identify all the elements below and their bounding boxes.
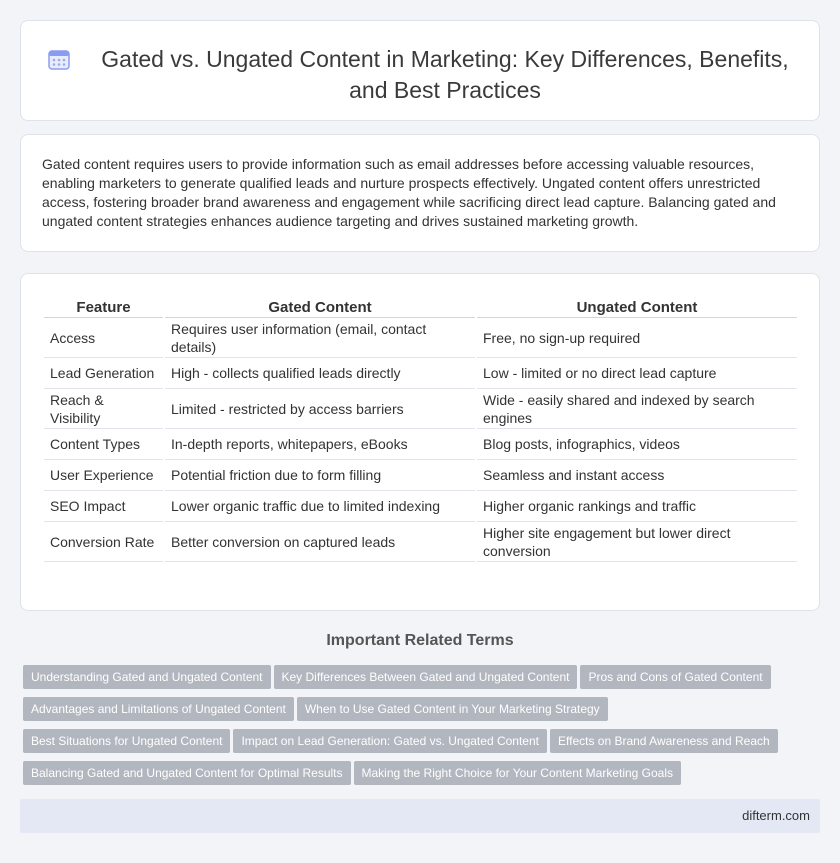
table-cell: Better conversion on captured leads [165,522,475,562]
page-title: Gated vs. Ungated Content in Marketing: Key Differences, Benefits, and Best Practices [101,46,789,103]
table-cell: Reach & Visibility [44,389,163,429]
table-cell: Seamless and instant access [477,460,797,491]
column-header-ungated: Ungated Content [477,294,797,318]
comparison-table [42,294,799,562]
table-cell: Blog posts, infographics, videos [477,429,797,460]
related-term-link[interactable]: Effects on Brand Awareness and Reach [550,729,778,753]
related-term-link[interactable]: Balancing Gated and Ungated Content for Optimal Results [23,761,351,785]
table-cell: Higher organic rankings and traffic [477,491,797,522]
table-cell: Requires user information (email, contact details) [165,318,475,358]
table-cell: Free, no sign-up required [477,318,797,358]
table-cell: Lower organic traffic due to limited indexing [165,491,475,522]
table-row [44,522,797,562]
title-card [20,20,820,121]
related-term-link[interactable]: Making the Right Choice for Your Content Marketing Goals [354,761,682,785]
table-cell: SEO Impact [44,491,163,522]
table-cell: High - collects qualified leads directly [165,358,475,389]
table-cell: User Experience [44,460,163,491]
table-row [44,389,797,429]
table-cell: Wide - easily shared and indexed by search engines [477,389,797,429]
related-terms-title: Important Related Terms [326,632,514,649]
site-name[interactable]: difterm.com [742,808,810,823]
table-cell: Low - limited or no direct lead capture [477,358,797,389]
table-row [44,491,797,522]
related-term-link[interactable]: Key Differences Between Gated and Ungated Content [274,665,578,689]
table-cell: Access [44,318,163,358]
intro-card [20,134,820,252]
related-term-link[interactable]: Understanding Gated and Ungated Content [23,665,271,689]
table-cell: Content Types [44,429,163,460]
comparison-card [20,273,820,611]
intro-paragraph: Gated content requires users to provide information such as email addresses before accessing valuable resources, enabling marketers to generate qualified leads and nurture prospects effectively. Ungated content offers unrestricted access, fostering broader brand awareness and engagement while sacrificing direct lead capture. Balancing gated and ungated content strategies enhances audience targeting and drives sustained marketing growth. [42,156,776,229]
table-row [44,460,797,491]
related-term-link[interactable]: Advantages and Limitations of Ungated Content [23,697,294,721]
table-row [44,358,797,389]
related-term-link[interactable]: When to Use Gated Content in Your Marketing Strategy [297,697,608,721]
column-header-gated: Gated Content [165,294,475,318]
related-term-link[interactable]: Pros and Cons of Gated Content [580,665,770,689]
related-term-link[interactable]: Best Situations for Ungated Content [23,729,230,753]
table-cell: Lead Generation [44,358,163,389]
table-cell: Higher site engagement but lower direct conversion [477,522,797,562]
related-terms-list [23,665,803,793]
table-cell: Limited - restricted by access barriers [165,389,475,429]
table-cell: Potential friction due to form filling [165,460,475,491]
table-header-row [44,294,797,318]
table-row [44,318,797,358]
table-row [44,429,797,460]
related-term-link[interactable]: Impact on Lead Generation: Gated vs. Ungated Content [233,729,547,753]
column-header-feature: Feature [44,294,163,318]
table-cell: Conversion Rate [44,522,163,562]
footer [20,799,820,833]
table-cell: In-depth reports, whitepapers, eBooks [165,429,475,460]
